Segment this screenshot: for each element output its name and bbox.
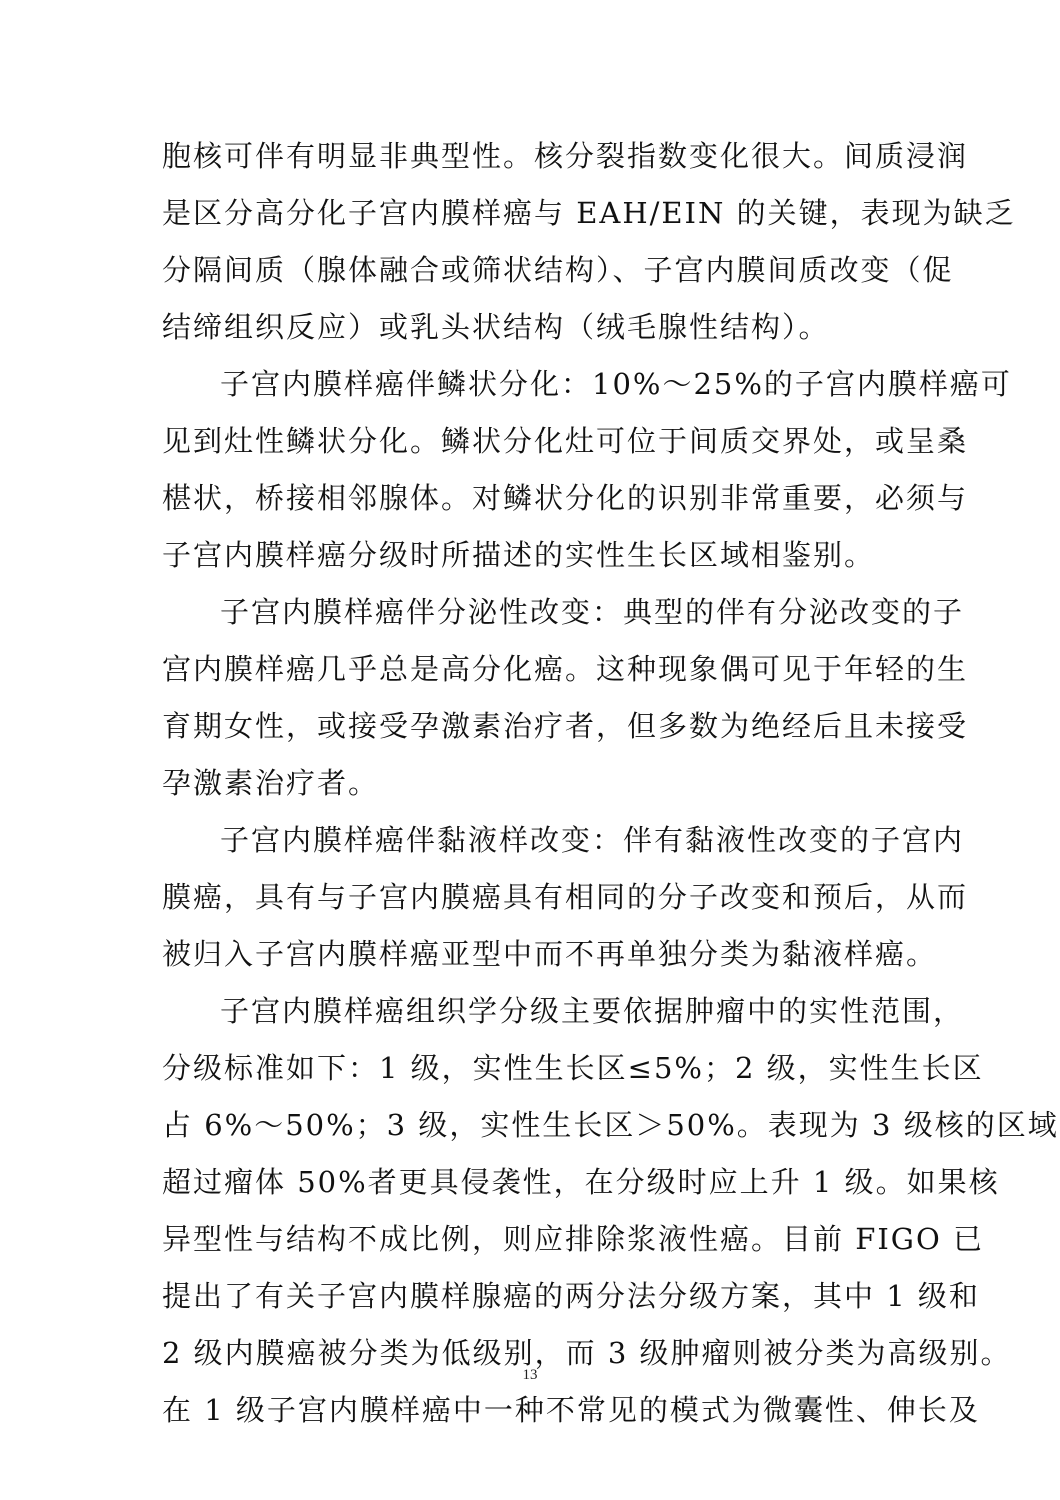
text-line: 是区分高分化子宫内膜样癌与 EAH/EIN 的关键，表现为缺乏 [162, 196, 1016, 230]
text-line: 分隔间质（腺体融合或筛状结构）、子宫内膜间质改变（促 [162, 253, 954, 287]
page-number: 13 [522, 1367, 538, 1383]
text-line: 结缔组织反应）或乳头状结构（绒毛腺性结构）。 [162, 310, 830, 344]
text-line: 异型性与结构不成比例，则应排除浆液性癌。目前 FIGO 已 [162, 1222, 984, 1256]
text-line: 宫内膜样癌几乎总是高分化癌。这种现象偶可见于年轻的生 [162, 652, 969, 686]
text-line: 在 1 级子宫内膜样癌中一种不常见的模式为微囊性、伸长及 [162, 1393, 980, 1427]
text-line: 超过瘤体 50%者更具侵袭性，在分级时应上升 1 级。如果核 [162, 1165, 1000, 1199]
text-line: 子宫内膜样癌伴黏液样改变：伴有黏液性改变的子宫内 [220, 823, 965, 857]
text-line: 膜癌，具有与子宫内膜癌具有相同的分子改变和预后，从而 [162, 880, 969, 914]
text-line: 提出了有关子宫内膜样腺癌的两分法分级方案，其中 1 级和 [162, 1279, 980, 1313]
text-line: 子宫内膜样癌分级时所描述的实性生长区域相鉴别。 [162, 538, 876, 572]
text-line: 胞核可伴有明显非典型性。核分裂指数变化很大。间质浸润 [162, 139, 969, 173]
text-line: 占 6%～50%；3 级，实性生长区＞50%。表现为 3 级核的区域 [162, 1108, 1059, 1142]
text-line: 见到灶性鳞状分化。鳞状分化灶可位于间质交界处，或呈桑 [162, 424, 969, 458]
text-line: 椹状，桥接相邻腺体。对鳞状分化的识别非常重要，必须与 [162, 481, 969, 515]
text-line: 孕激素治疗者。 [162, 766, 380, 800]
text-line: 子宫内膜样癌伴分泌性改变：典型的伴有分泌改变的子 [220, 595, 965, 629]
text-line: 育期女性，或接受孕激素治疗者，但多数为绝经后且未接受 [162, 709, 969, 743]
text-line: 子宫内膜样癌伴鳞状分化：10%～25%的子宫内膜样癌可 [220, 367, 1012, 401]
text-line: 分级标准如下：1 级，实性生长区≤5%；2 级，实性生长区 [162, 1051, 984, 1085]
page-body [162, 128, 1059, 1439]
text-line: 被归入子宫内膜样癌亚型中而不再单独分类为黏液样癌。 [162, 937, 938, 971]
text-line: 2 级内膜癌被分类为低级别，而 3 级肿瘤则被分类为高级别。 [162, 1336, 1012, 1370]
text-line: 子宫内膜样癌组织学分级主要依据肿瘤中的实性范围， [220, 994, 965, 1028]
